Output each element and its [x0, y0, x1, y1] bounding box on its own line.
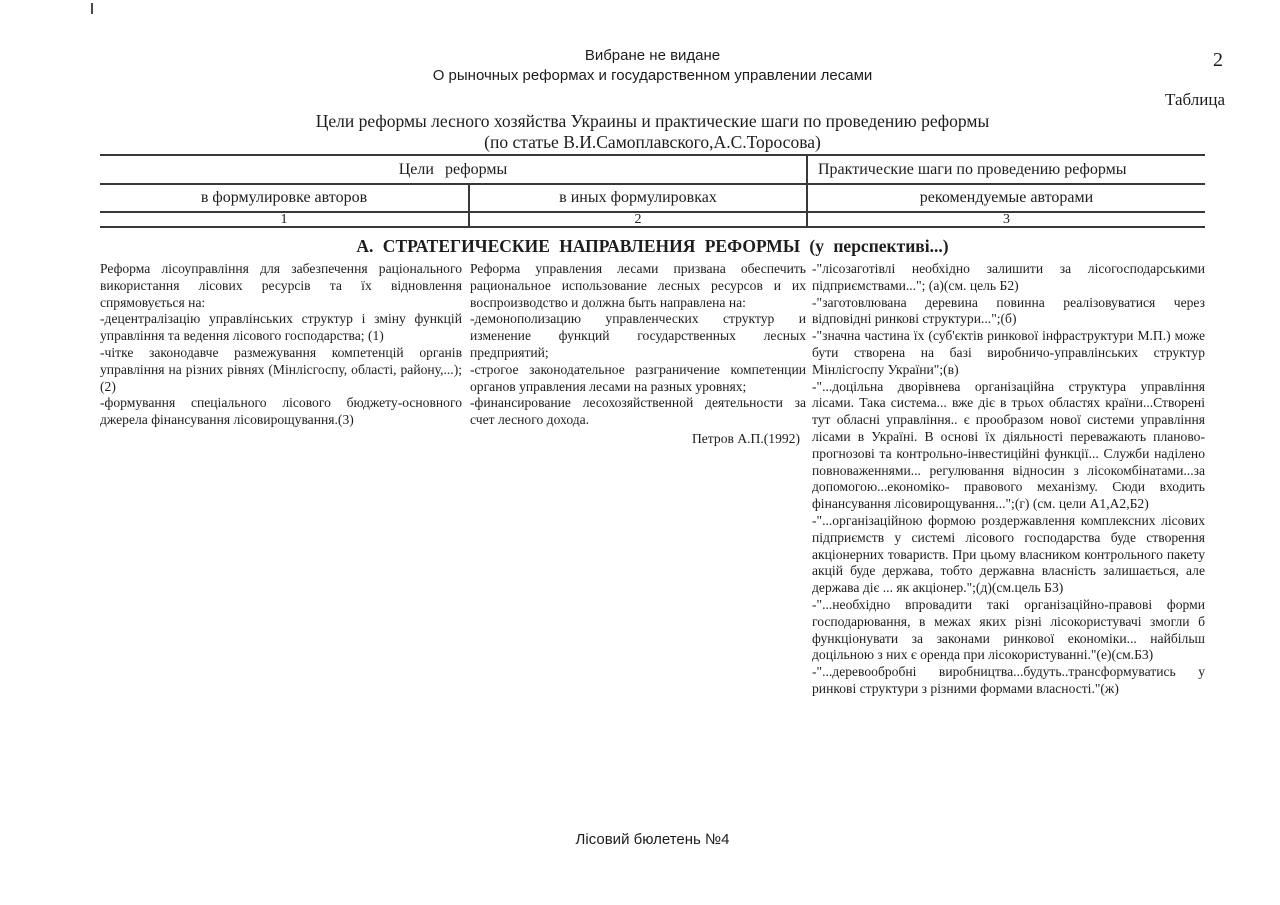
document-title [100, 111, 1205, 153]
subheader-other-formulations: в иных формулировках [468, 185, 806, 211]
footer-journal-title: Лісовий бюлетень №4 [575, 831, 730, 848]
paragraph: -"...деревообробні виробництва...будуть..трансформуватись у ринкові структури з різними формами власності."(ж) [812, 664, 1205, 696]
table-header-goals: Цели реформы [398, 160, 508, 178]
header-series-line: О рыночных реформах и государственном управлении лесами [432, 67, 873, 84]
goals-other-paragraphs [470, 261, 806, 429]
paragraph: -"заготовлювана деревина повинна реалізовуватися через відповідні ринкові структури...";(б) [812, 294, 1205, 327]
paragraph: -"...організаційною формою роздержавлення комплексних лісових підприємств у системі лісового господарства буде створення акціонерних товариств. При цьому власником контрольного пакету акцій буде держава, тобто державна власність залишається, але держава діє ... як акціонер.";(д)(см.цель Б3) [812, 512, 1205, 596]
paragraph: -строгое законодательное разграничение компетенции органов управления лесами на разных уровнях; [470, 361, 806, 394]
paragraph: -"...необхідно впровадити такі організаційно-правові форми господарювання, в межах яких різні лісокористувачі змогли б функціонувати за законами ринкової економіки... найбільш доцільною з них є оренда при лісокористуванні."(е)(см.Б3) [812, 596, 1205, 663]
paragraph: -децентралізацію управлінських структур і зміну функцій управління та ведення лісового господарства; (1) [100, 311, 462, 344]
paragraph: -финансирование лесохозяйственной деятельности за счет лесного дохода. [470, 395, 806, 428]
paragraph: -"значна частина їх (суб'єктів ринкової інфраструктури М.П.) може бути створена на базі виробничо-управлінських структур Мінлісгоспу України";(в) [812, 328, 1205, 377]
table-subheader-row [100, 185, 1205, 213]
goals-authors-column [100, 261, 462, 429]
paragraph: Реформа лісоуправління для забезпечення раціонального використання лісових ресурсів та їх відновлення спрямовується на: [100, 261, 462, 310]
table-header-steps: Практические шаги по проведению реформы [806, 156, 1205, 183]
page-number: 2 [1213, 49, 1223, 71]
column-number-row [100, 213, 1205, 228]
running-header [100, 46, 1205, 86]
paragraph: -демонополизацию управленческих структур и изменение функций государственных лесных предприятий; [470, 311, 806, 360]
paragraph: -чітке законодавче размежування компетенцій органів управління на різних рівнях (Мінлісгоспу, області, району,...); (2) [100, 344, 462, 394]
paragraph: -"лісозаготівлі необхідно залишити за лісогосподарськими підприємствами..."; (а)(см. цель Б2) [812, 261, 1205, 293]
column-number-2: 2 [468, 213, 806, 226]
paragraph: -формування спеціального лісового бюджету-основного джерела фінансування лісовирощування.(3) [100, 395, 462, 428]
column-number-3: 3 [806, 213, 1205, 226]
header-subject-line: Вибране не видане [584, 47, 721, 64]
paragraph: -"...доцільна дворівнева організаційна структура управління лісами. Така система... вже діє в трьох областях країни...Створені тут обласні управління.. є прообразом нової системи управління лісами в Україні. В основі їх діяльності переважають планово-прогнозові та контрольно-інвестиційні функції... Служби наділено повноваженнями... регулювання відносин з лісокомбінатами...за допомогою...економіко- правового механізму. Сюди входить фінансування лісовирощування...";(г) (см. цели А1,А2,Б2) [812, 378, 1205, 512]
title-line-2: (по статье В.И.Самоплавского,А.С.Торосова) [484, 132, 821, 152]
margin-tick-mark [91, 3, 93, 14]
practical-steps-column [812, 261, 1205, 698]
section-heading: А. СТРАТЕГИЧЕСКИЕ НАПРАВЛЕНИЯ РЕФОРМЫ (у перспективі...) [356, 236, 949, 256]
title-line-1: Цели реформы лесного хозяйства Украины и практические шаги по проведению реформы [315, 111, 990, 131]
reform-table [100, 154, 1205, 228]
goals-other-column [470, 261, 806, 448]
subheader-authors-formulation: в формулировке авторов [200, 189, 368, 206]
subheader-recommended-by-authors: рекомендуемые авторами [806, 185, 1205, 211]
column-number-1: 1 [280, 213, 288, 226]
attribution: Петров А.П.(1992) [691, 430, 800, 446]
table-caption: Таблица [1165, 90, 1225, 109]
table-header-row [100, 156, 1205, 185]
paragraph: Реформа управления лесами призвана обеспечить рациональное использование лесных ресурсов и их воспроизводство и должна быть направлена на: [470, 261, 806, 310]
